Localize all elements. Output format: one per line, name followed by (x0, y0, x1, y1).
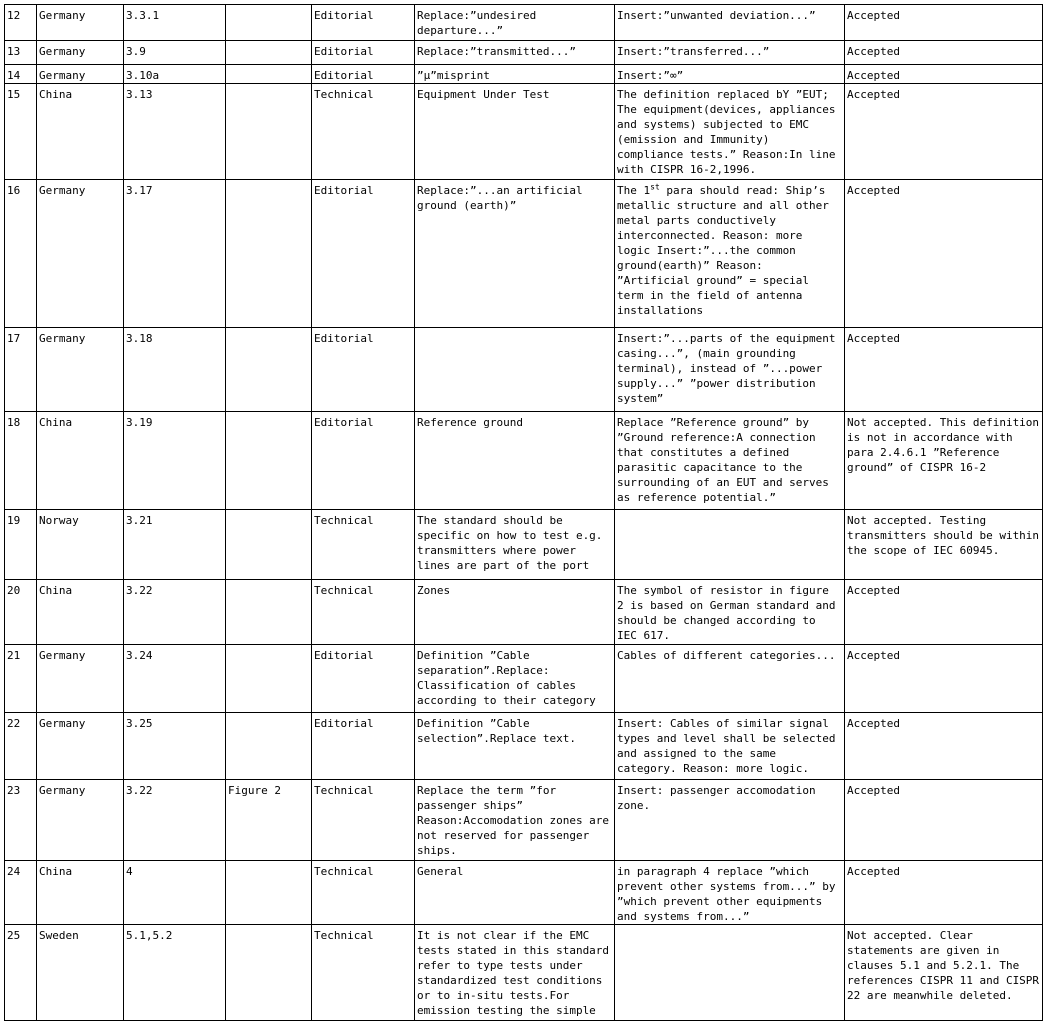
row-number: 14 (5, 65, 37, 84)
row-number: 25 (5, 925, 37, 1021)
type-cell: Editorial (312, 645, 415, 713)
proposal-cell (615, 180, 845, 328)
table-row (5, 713, 1043, 780)
proposal-text-rest: para should read: Ship’s metallic structure and all other metal parts conductively interconnected. Reason: more logic Insert:”...the common ground(earth)” Reason: ”Artificial ground” = special term in the field of antenna installations (617, 184, 829, 317)
observation-cell: Accepted (845, 645, 1043, 713)
type-cell: Technical (312, 780, 415, 861)
country-cell: Germany (37, 180, 124, 328)
proposal-cell: The definition replaced bY ”EUT; The equipment(devices, appliances and systems) subjected to EMC (emission and Immunity) compliance tests.” Reason:In line with CISPR 16-2,1996. (615, 84, 845, 180)
observation-cell: Not accepted. Clear statements are given in clauses 5.1 and 5.2.1. The references CISPR 11 and CISPR 22 are meanwhile deleted. (845, 925, 1043, 1021)
clause-cell: 3.10a (124, 65, 226, 84)
country-cell: China (37, 580, 124, 645)
table-row (5, 180, 1043, 328)
clause-cell: 3.13 (124, 84, 226, 180)
superscript: st (650, 182, 660, 192)
table-row (5, 580, 1043, 645)
figure-cell (226, 65, 312, 84)
comment-cell: Replace:”transmitted...” (415, 41, 615, 65)
proposal-cell: Replace ”Reference ground” by ”Ground reference:A connection that constitutes a defined parasitic capacitance to the surrounding of an EUT and serves as reference potential.” (615, 412, 845, 510)
observation-cell: Accepted (845, 84, 1043, 180)
figure-cell (226, 41, 312, 65)
row-number: 19 (5, 510, 37, 580)
row-number: 15 (5, 84, 37, 180)
proposal-text-start: The 1 (617, 184, 651, 197)
table-row (5, 645, 1043, 713)
country-cell: China (37, 84, 124, 180)
country-cell: China (37, 861, 124, 925)
comments-table (4, 4, 1043, 1021)
proposal-cell: Cables of different categories... (615, 645, 845, 713)
figure-cell (226, 580, 312, 645)
observation-cell: Accepted (845, 5, 1043, 41)
clause-cell: 3.24 (124, 645, 226, 713)
observation-cell: Accepted (845, 180, 1043, 328)
comment-cell: Definition ”Cable selection”.Replace text. (415, 713, 615, 780)
comment-cell: Definition ”Cable separation”.Replace: Classification of cables according to their category (415, 645, 615, 713)
clause-cell: 3.22 (124, 780, 226, 861)
type-cell: Editorial (312, 5, 415, 41)
table-row (5, 510, 1043, 580)
observation-cell: Accepted (845, 713, 1043, 780)
country-cell: Germany (37, 780, 124, 861)
figure-cell (226, 5, 312, 41)
figure-cell (226, 645, 312, 713)
type-cell: Technical (312, 925, 415, 1021)
row-number: 17 (5, 328, 37, 412)
country-cell: Germany (37, 41, 124, 65)
type-cell: Editorial (312, 41, 415, 65)
row-number: 23 (5, 780, 37, 861)
comment-cell: Equipment Under Test (415, 84, 615, 180)
proposal-cell: Insert:”unwanted deviation...” (615, 5, 845, 41)
table-row (5, 780, 1043, 861)
type-cell: Technical (312, 84, 415, 180)
table-row (5, 41, 1043, 65)
comment-cell: ”μ”misprint (415, 65, 615, 84)
proposal-cell (615, 925, 845, 1021)
country-cell: Germany (37, 645, 124, 713)
figure-cell (226, 713, 312, 780)
row-number: 12 (5, 5, 37, 41)
row-number: 16 (5, 180, 37, 328)
observation-cell: Accepted (845, 861, 1043, 925)
proposal-cell: Insert:”...parts of the equipment casing...”, (main grounding terminal), instead of ”...power supply...” ”power distribution system” (615, 328, 845, 412)
country-cell: Sweden (37, 925, 124, 1021)
country-cell: Germany (37, 328, 124, 412)
country-cell: Germany (37, 5, 124, 41)
figure-cell: Figure 2 (226, 780, 312, 861)
type-cell: Editorial (312, 328, 415, 412)
clause-cell: 3.18 (124, 328, 226, 412)
observation-cell: Not accepted. Testing transmitters should be within the scope of IEC 60945. (845, 510, 1043, 580)
table-row (5, 412, 1043, 510)
type-cell: Editorial (312, 65, 415, 84)
proposal-cell: Insert:”∞” (615, 65, 845, 84)
type-cell: Technical (312, 580, 415, 645)
comment-cell (415, 328, 615, 412)
clause-cell: 3.19 (124, 412, 226, 510)
clause-cell: 3.22 (124, 580, 226, 645)
observation-cell: Accepted (845, 580, 1043, 645)
comment-cell: The standard should be specific on how to test e.g. transmitters where power lines are part of the port (415, 510, 615, 580)
figure-cell (226, 412, 312, 510)
row-number: 22 (5, 713, 37, 780)
comment-cell: Reference ground (415, 412, 615, 510)
table-row (5, 5, 1043, 41)
clause-cell: 3.17 (124, 180, 226, 328)
comment-cell: It is not clear if the EMC tests stated in this standard refer to type tests under standardized test conditions or to in-situ tests.For emission testing the simple (415, 925, 615, 1021)
row-number: 18 (5, 412, 37, 510)
figure-cell (226, 510, 312, 580)
figure-cell (226, 328, 312, 412)
observation-cell: Not accepted. This definition is not in accordance with para 2.4.6.1 ”Reference ground” of CISPR 16-2 (845, 412, 1043, 510)
country-cell: Germany (37, 65, 124, 84)
figure-cell (226, 925, 312, 1021)
row-number: 13 (5, 41, 37, 65)
clause-cell: 3.9 (124, 41, 226, 65)
observation-cell: Accepted (845, 328, 1043, 412)
clause-cell: 3.3.1 (124, 5, 226, 41)
country-cell: China (37, 412, 124, 510)
clause-cell: 5.1,5.2 (124, 925, 226, 1021)
observation-cell: Accepted (845, 780, 1043, 861)
proposal-cell: The symbol of resistor in figure 2 is based on German standard and should be changed according to IEC 617. (615, 580, 845, 645)
type-cell: Editorial (312, 713, 415, 780)
row-number: 21 (5, 645, 37, 713)
row-number: 20 (5, 580, 37, 645)
comment-cell: Replace the term ”for passenger ships” Reason:Accomodation zones are not reserved for passenger ships. (415, 780, 615, 861)
clause-cell: 3.21 (124, 510, 226, 580)
proposal-cell: Insert: Cables of similar signal types and level shall be selected and assigned to the same category. Reason: more logic. (615, 713, 845, 780)
row-number: 24 (5, 861, 37, 925)
observation-cell: Accepted (845, 41, 1043, 65)
observation-cell: Accepted (845, 65, 1043, 84)
type-cell: Editorial (312, 412, 415, 510)
table-row (5, 925, 1043, 1021)
proposal-cell: Insert:”transferred...” (615, 41, 845, 65)
proposal-cell: in paragraph 4 replace ”which prevent other systems from...” by ”which prevent other equipments and systems from...” (615, 861, 845, 925)
type-cell: Editorial (312, 180, 415, 328)
clause-cell: 4 (124, 861, 226, 925)
figure-cell (226, 861, 312, 925)
country-cell: Germany (37, 713, 124, 780)
type-cell: Technical (312, 861, 415, 925)
table-row (5, 328, 1043, 412)
country-cell: Norway (37, 510, 124, 580)
type-cell: Technical (312, 510, 415, 580)
table-row (5, 84, 1043, 180)
figure-cell (226, 84, 312, 180)
table-row (5, 861, 1043, 925)
comment-cell: General (415, 861, 615, 925)
proposal-cell (615, 510, 845, 580)
proposal-cell: Insert: passenger accomodation zone. (615, 780, 845, 861)
clause-cell: 3.25 (124, 713, 226, 780)
comment-cell: Replace:”undesired departure...” (415, 5, 615, 41)
table-row (5, 65, 1043, 84)
figure-cell (226, 180, 312, 328)
comment-cell: Zones (415, 580, 615, 645)
comment-cell: Replace:”...an artificial ground (earth)” (415, 180, 615, 328)
